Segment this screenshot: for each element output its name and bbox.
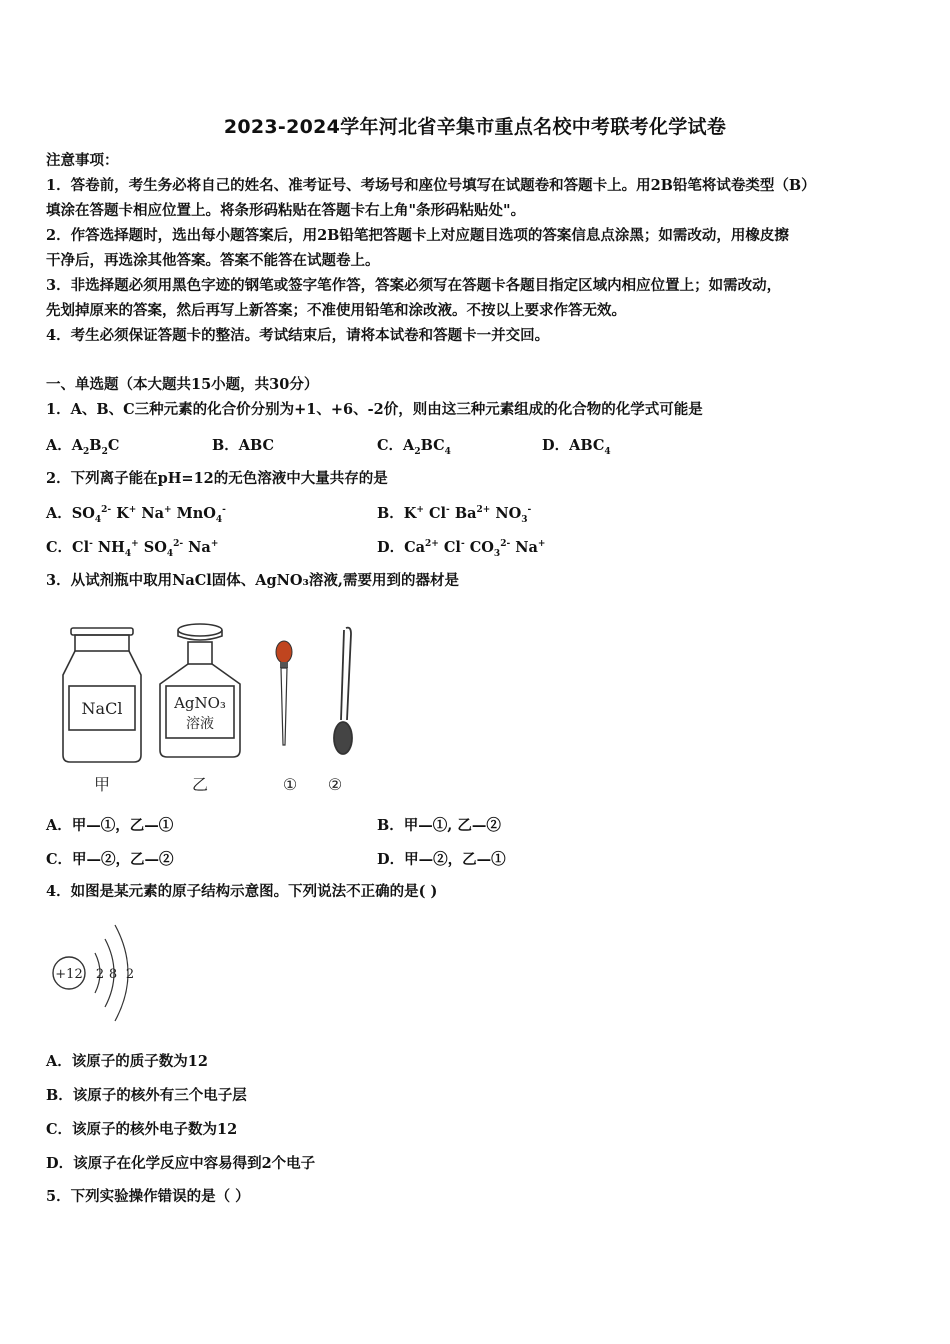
wide-mouth-bottle-icon xyxy=(63,628,141,762)
q3-option-d: D．甲—②，乙—① xyxy=(377,851,506,868)
notice-line: 1．答卷前，考生务必将自己的姓名、准考证号、考场号和座位号填写在试题卷和答题卡上。用2B铅笔将试卷类型（B） xyxy=(46,177,816,194)
q1-option-a: A．$A_2B_2C$ xyxy=(46,437,120,457)
bottle2-label-solution: 溶液 xyxy=(186,716,214,732)
caption-yi: 乙 xyxy=(191,775,209,794)
q2-option-b: B．K+ Cl- $Ba^{2+}$ $NO_3^-$ xyxy=(377,505,532,525)
question-3-stem: 3．从试剂瓶中取用NaCl固体、AgNO₃溶液,需要用到的器材是 xyxy=(46,572,459,589)
q3-option-c: C．甲—②，乙—② xyxy=(46,851,174,868)
q2-option-a: A．$SO_4^{2-}$ K+ Na+ MnO$_4$- xyxy=(46,505,226,525)
lab-equipment-figure xyxy=(55,620,375,800)
notice-heading: 注意事项： xyxy=(46,152,119,169)
shell-3-electrons: 2 xyxy=(125,967,135,982)
page-title: 2023-2024学年河北省辛集市重点名校中考联考化学试卷 xyxy=(223,116,727,138)
q4-option-c: C．该原子的核外电子数为12 xyxy=(46,1121,238,1138)
q4-option-b: B．该原子的核外有三个电子层 xyxy=(46,1087,247,1104)
q1-option-c: C．$A_2BC_4$ xyxy=(377,437,451,457)
q3-option-a: A．甲—①，乙—① xyxy=(46,817,174,834)
shell-2-electrons: 8 xyxy=(108,967,118,982)
q4-option-a: A．该原子的质子数为12 xyxy=(46,1053,208,1070)
notice-line: 2．作答选择题时，选出每小题答案后，用2B铅笔把答题卡上对应题目选项的答案信息点涂黑；如需改动，用橡皮擦 xyxy=(46,227,789,244)
bottle2-label-formula: AgNO₃ xyxy=(174,694,226,712)
q3-option-b: B．甲—①, 乙—② xyxy=(377,817,501,834)
q2-option-d: D．$Ca^{2+}$ Cl- $CO_3^{2-}$ Na+ xyxy=(377,539,546,559)
question-2-stem: 2．下列离子能在pH=12的无色溶液中大量共存的是 xyxy=(46,470,388,487)
q1-option-d: D．$ABC_4$ xyxy=(542,437,611,457)
bottle1-label: NaCl xyxy=(81,699,123,718)
notice-line: 干净后，再选涂其他答案。答案不能答在试题卷上。 xyxy=(46,252,380,269)
q2-option-c: C．Cl- $NH_4^+$ $SO_4^{2-}$ Na+ xyxy=(46,539,219,559)
question-1-stem: 1．A、B、C三种元素的化合价分别为+1、+6、-2价，则由这三种元素组成的化合物的化学式可能是 xyxy=(46,401,703,418)
medicine-spoon-icon xyxy=(334,628,352,754)
section-heading: 一、单选题（本大题共15小题，共30分） xyxy=(46,376,319,393)
q1-option-b: B．ABC xyxy=(212,437,275,454)
question-4-stem: 4．如图是某元素的原子结构示意图。下列说法不正确的是( ) xyxy=(46,883,438,900)
atom-structure-figure xyxy=(45,915,155,1035)
shell-1-electrons: 2 xyxy=(95,967,105,982)
notice-line: 填涂在答题卡相应位置上。将条形码粘贴在答题卡右上角"条形码粘贴处"。 xyxy=(46,202,526,219)
caption-jia: 甲 xyxy=(93,775,111,794)
caption-2: ② xyxy=(327,775,343,794)
question-5-stem: 5．下列实验操作错误的是（ ） xyxy=(46,1188,250,1205)
notice-line: 3．非选择题必须用黑色字迹的钢笔或签字笔作答，答案必须写在答题卡各题目指定区域内相应位置上；如需改动， xyxy=(46,277,782,294)
narrow-mouth-bottle-icon xyxy=(160,624,240,757)
dropper-icon xyxy=(276,641,292,745)
nucleus-charge: +12 xyxy=(55,967,83,982)
q4-option-d: D．该原子在化学反应中容易得到2个电子 xyxy=(46,1155,316,1172)
notice-line: 4．考生必须保证答题卡的整洁。考试结束后，请将本试卷和答题卡一并交回。 xyxy=(46,327,550,344)
caption-1: ① xyxy=(282,775,298,794)
notice-line: 先划掉原来的答案，然后再写上新答案；不准使用铅笔和涂改液。不按以上要求作答无效。 xyxy=(46,302,626,319)
